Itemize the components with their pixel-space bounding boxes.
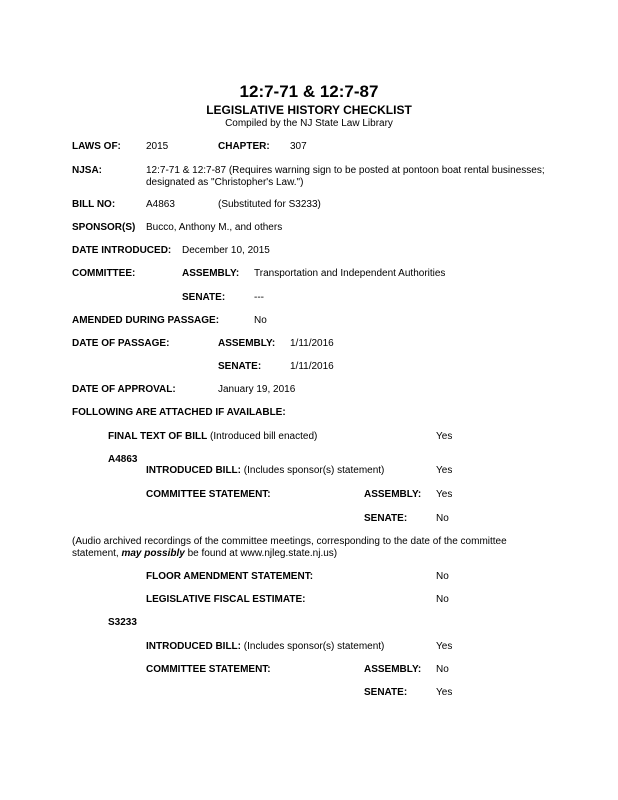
final-text-label: FINAL TEXT OF BILL: [108, 431, 208, 442]
s3233-heading: S3233: [108, 617, 137, 628]
s3233-committee-senate-label: SENATE:: [364, 687, 408, 698]
a4863-introduced-note: (Includes sponsor(s) statement): [241, 465, 385, 476]
chapter-label: CHAPTER:: [218, 141, 270, 152]
a4863-committee-senate-label: SENATE:: [364, 513, 408, 524]
s3233-introduced-label: INTRODUCED BILL:: [146, 641, 241, 652]
a4863-introduced-value: Yes: [436, 465, 453, 476]
page-title: 12:7-71 & 12:7-87: [239, 82, 379, 101]
committee-label: COMMITTEE:: [72, 268, 136, 279]
fiscal-estimate-value: No: [436, 594, 449, 605]
floor-amendment-label: FLOOR AMENDMENT STATEMENT:: [146, 571, 314, 582]
floor-amendment-value: No: [436, 571, 449, 582]
audio-note-pre: statement,: [72, 548, 122, 559]
committee-senate-label: SENATE:: [182, 292, 226, 303]
a4863-committee-label: COMMITTEE STATEMENT:: [146, 489, 271, 500]
njsa-line-2: designated as "Christopher's Law."): [146, 177, 304, 188]
sponsor-label: SPONSOR(S): [72, 222, 136, 233]
audio-note-line-1: (Audio archived recordings of the committee meetings, corresponding to the date of the committee: [72, 536, 507, 547]
passage-assembly-value: 1/11/2016: [290, 338, 334, 349]
s3233-introduced-value: Yes: [436, 641, 453, 652]
bill-no-label: BILL NO:: [72, 199, 116, 210]
laws-of-value: 2015: [146, 141, 169, 152]
approval-label: DATE OF APPROVAL:: [72, 384, 176, 395]
a4863-introduced-label: INTRODUCED BILL:: [146, 465, 241, 476]
njsa-label: NJSA:: [72, 165, 103, 176]
s3233-committee-label: COMMITTEE STATEMENT:: [146, 664, 271, 675]
date-introduced-value: December 10, 2015: [182, 245, 270, 256]
a4863-committee-assembly-value: Yes: [436, 489, 453, 500]
a4863-heading: A4863: [108, 454, 138, 465]
bill-no-value: A4863: [146, 199, 175, 210]
laws-of-label: LAWS OF:: [72, 141, 121, 152]
amended-label: AMENDED DURING PASSAGE:: [72, 315, 220, 326]
passage-label: DATE OF PASSAGE:: [72, 338, 170, 349]
audio-note-post: be found at www.njleg.state.nj.us): [184, 548, 338, 559]
bill-no-note: (Substituted for S3233): [218, 199, 321, 210]
attached-heading: FOLLOWING ARE ATTACHED IF AVAILABLE:: [72, 407, 286, 418]
s3233-committee-senate-value: Yes: [436, 687, 453, 698]
committee-senate-value: ---: [254, 292, 264, 303]
a4863-committee-assembly-label: ASSEMBLY:: [364, 489, 422, 500]
page-subtitle: LEGISLATIVE HISTORY CHECKLIST: [206, 103, 412, 117]
passage-senate-value: 1/11/2016: [290, 361, 334, 372]
s3233-introduced-note: (Includes sponsor(s) statement): [241, 641, 385, 652]
approval-value: January 19, 2016: [218, 384, 296, 395]
audio-note-line-2: [72, 548, 337, 559]
amended-value: No: [254, 315, 267, 326]
njsa-line-1: 12:7-71 & 12:7-87 (Requires warning sign to be posted at pontoon boat rental businesses;: [146, 165, 545, 176]
a4863-introduced-row: [146, 465, 384, 476]
committee-assembly-label: ASSEMBLY:: [182, 268, 240, 279]
final-text-value: Yes: [436, 431, 453, 442]
final-text-row: [108, 431, 317, 442]
compiled-by: Compiled by the NJ State Law Library: [225, 118, 393, 129]
s3233-committee-assembly-label: ASSEMBLY:: [364, 664, 422, 675]
a4863-committee-senate-value: No: [436, 513, 449, 524]
s3233-committee-assembly-value: No: [436, 664, 449, 675]
passage-assembly-label: ASSEMBLY:: [218, 338, 276, 349]
fiscal-estimate-label: LEGISLATIVE FISCAL ESTIMATE:: [146, 594, 306, 605]
passage-senate-label: SENATE:: [218, 361, 262, 372]
audio-note-emphasis: may possibly: [121, 548, 185, 559]
final-text-note: (Introduced bill enacted): [207, 431, 318, 442]
date-introduced-label: DATE INTRODUCED:: [72, 245, 172, 256]
sponsor-value: Bucco, Anthony M., and others: [146, 222, 283, 233]
committee-assembly-value: Transportation and Independent Authorities: [254, 268, 446, 279]
chapter-value: 307: [290, 141, 307, 152]
s3233-introduced-row: [146, 641, 384, 652]
